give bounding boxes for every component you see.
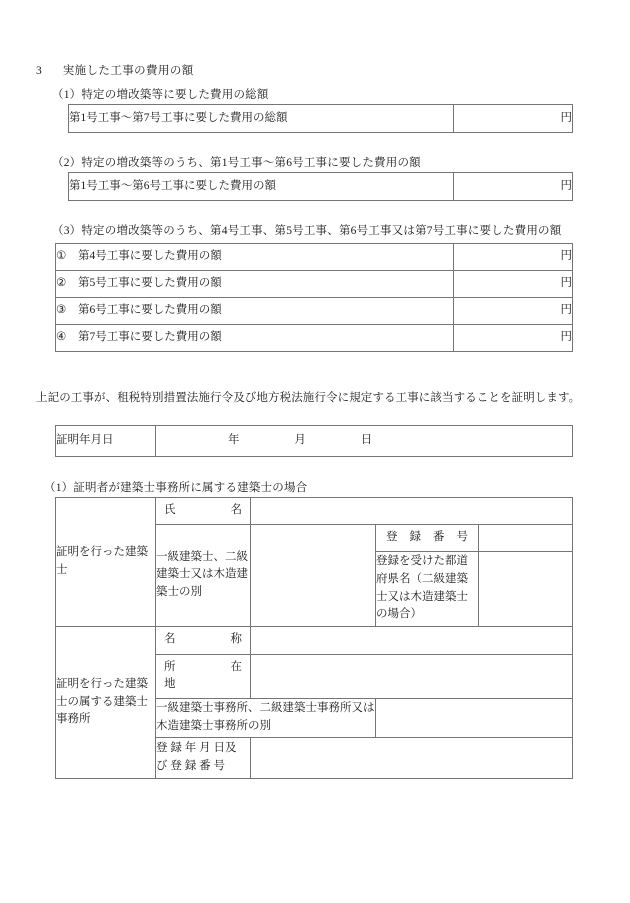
certification-date-fields[interactable] xyxy=(156,426,573,457)
cost-row-label-1 xyxy=(56,244,454,271)
cost-row-label-3 xyxy=(56,298,454,325)
table-row xyxy=(56,325,573,352)
architect-group-label: 証明を行った建築士 xyxy=(56,498,156,627)
architect-name-label xyxy=(156,498,251,525)
date-year-label: 年 xyxy=(228,434,240,447)
architect-name-label-text: 氏 名 xyxy=(164,504,242,516)
office-address-label xyxy=(156,654,265,699)
certification-date-table xyxy=(55,425,573,457)
cost-row-text-4: 第7号工事に要した費用の額 xyxy=(78,331,222,344)
subsection-1-heading: （1）特定の増改築等に要した費用の総額 xyxy=(52,89,269,101)
cost-row-amount-2[interactable]: 円 xyxy=(454,271,573,298)
office-address-label-text: 所 在 地 xyxy=(164,660,265,691)
office-address-value[interactable] xyxy=(251,654,573,699)
list-marker: ① xyxy=(56,250,67,263)
architect-qualification-value[interactable] xyxy=(251,524,376,626)
registration-number-value[interactable] xyxy=(479,524,573,551)
list-marker: ③ xyxy=(56,304,67,317)
registration-pref-value[interactable] xyxy=(479,551,573,626)
table-row xyxy=(56,426,573,457)
date-month-label: 月 xyxy=(294,434,306,447)
table-row xyxy=(56,244,573,271)
table-row xyxy=(56,298,573,325)
list-marker: ② xyxy=(56,277,67,290)
table-row xyxy=(69,105,573,133)
cost-row-amount-3[interactable]: 円 xyxy=(454,298,573,325)
office-name-value[interactable] xyxy=(251,626,573,654)
registration-number-label-text: 登 録 番 号 xyxy=(386,530,468,543)
date-day-label: 日 xyxy=(360,434,373,447)
cost-row-text-3: 第6号工事に要した費用の額 xyxy=(78,304,222,317)
subsection-3-heading: （3）特定の増改築等のうち、第4号工事、第5号工事、第6号工事又は第7号工事に要した費用の額 xyxy=(52,225,562,237)
section-heading xyxy=(36,62,194,78)
table-row xyxy=(56,626,573,654)
table-row xyxy=(56,498,573,525)
section-title: 実施した工事の費用の額 xyxy=(62,65,194,77)
registration-number-label xyxy=(376,524,479,551)
cost-total-table-1 xyxy=(68,104,573,133)
office-type-value[interactable] xyxy=(376,699,573,738)
subsection-2-heading: （2）特定の増改築等のうち、第1号工事～第6号工事に要した費用の額 xyxy=(52,157,421,169)
office-name-label xyxy=(156,626,251,654)
table-row xyxy=(69,173,573,201)
table-row xyxy=(56,271,573,298)
office-registration-value[interactable] xyxy=(251,738,573,779)
certifier-section-heading: （1）証明者が建築士事務所に属する建築士の場合 xyxy=(44,482,308,494)
office-group-label: 証明を行った建築士の属する建築士事務所 xyxy=(56,626,156,779)
cost-row-label-2 xyxy=(56,271,454,298)
cost-row-amount-1[interactable]: 円 xyxy=(454,244,573,271)
architect-qualification-label: 一級建築士、二級建築士又は木造建築士の別 xyxy=(156,524,251,626)
registration-pref-label: 登録を受けた都道府県名（二級建築士又は木造建築士の場合） xyxy=(376,551,479,626)
certification-date-label: 証明年月日 xyxy=(56,426,156,457)
cost-row-label-4 xyxy=(56,325,454,352)
section-number: 3 xyxy=(36,65,43,77)
cost-breakdown-table xyxy=(55,243,573,352)
certification-statement: 上記の工事が、租税特別措置法施行令及び地方税法施行令に規定する工事に該当することを証明します。 xyxy=(36,392,581,404)
cost-total-label-1: 第1号工事～第7号工事に要した費用の総額 xyxy=(69,105,454,133)
cost-row-text-1: 第4号工事に要した費用の額 xyxy=(78,250,222,263)
cost-row-amount-4[interactable]: 円 xyxy=(454,325,573,352)
cost-total-amount-2[interactable]: 円 xyxy=(454,173,573,201)
architect-name-value[interactable] xyxy=(251,498,573,525)
office-type-label: 一級建築士事務所、二級建築士事務所又は木造建築士事務所の別 xyxy=(156,699,376,738)
certifier-table xyxy=(55,497,573,779)
cost-row-text-2: 第5号工事に要した費用の額 xyxy=(78,277,222,290)
office-registration-label: 登 録 年 月 日及 び 登 録 番 号 xyxy=(156,738,251,779)
cost-total-label-2: 第1号工事～第6号工事に要した費用の額 xyxy=(69,173,454,201)
cost-total-table-2 xyxy=(68,172,573,201)
list-marker: ④ xyxy=(56,331,67,344)
cost-total-amount-1[interactable]: 円 xyxy=(454,105,573,133)
office-name-label-text: 名 称 xyxy=(164,633,242,646)
